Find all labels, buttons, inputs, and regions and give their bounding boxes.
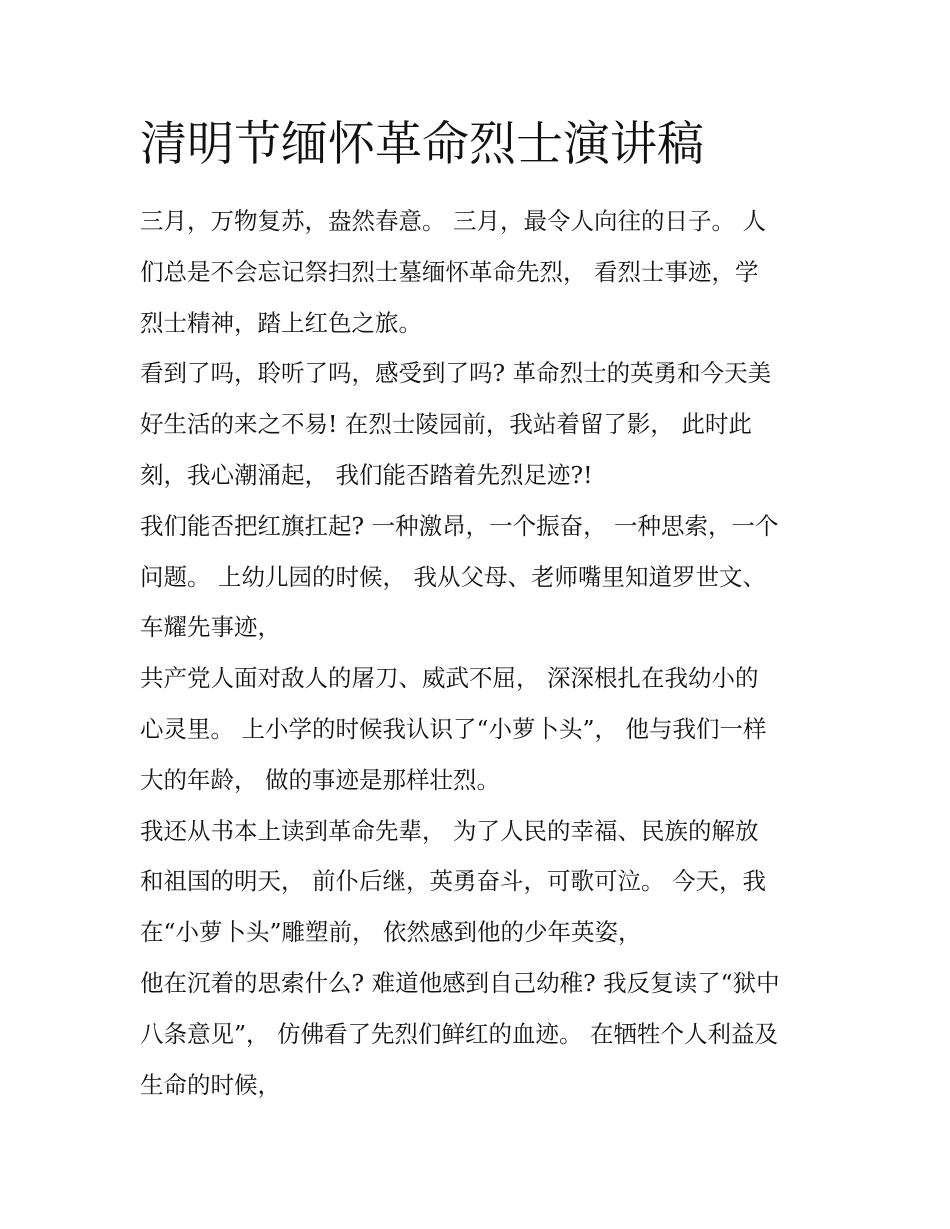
paragraph-6 — [140, 958, 830, 1110]
text-line: 问题。 上幼儿园的时候， 我从父母、老师嘴里知道罗世文、 — [140, 562, 766, 591]
text-line: 我还从书本上读到革命先辈， 为了人民的幸福、民族的解放 — [140, 816, 759, 845]
text-line: 共产党人面对敌人的屠刀、威武不屈， 深深根扎在我幼小的 — [140, 664, 759, 693]
document-title: 清明节缅怀革命烈士演讲稿 — [140, 117, 704, 172]
text-line: 我们能否把红旗扛起? 一种激昂，一个振奋， 一种思索，一个 — [140, 511, 779, 540]
text-line: 烈士精神，踏上红色之旅。 — [140, 308, 422, 337]
paragraph-3 — [140, 501, 830, 653]
paragraph-5 — [140, 806, 830, 958]
text-line: 们总是不会忘记祭扫烈士墓缅怀革命先烈， 看烈士事迹，学 — [140, 257, 759, 286]
text-line: 他在沉着的思索什么? 难道他感到自己幼稚? 我反复读了“狱中 — [140, 968, 780, 997]
paragraph-4 — [140, 653, 830, 805]
paragraph-1 — [140, 196, 830, 348]
text-line: 刻，我心潮涌起， 我们能否踏着先烈足迹?! — [140, 460, 593, 489]
text-line: 车耀先事迹， — [140, 613, 281, 642]
text-line: 八条意见”， 仿佛看了先烈们鲜红的血迹。 在牺牲个人利益及 — [140, 1019, 778, 1048]
text-line: 好生活的来之不易! 在烈士陵园前，我站着留了影， 此时此 — [140, 410, 752, 439]
text-line: 大的年龄， 做的事迹是那样壮烈。 — [140, 765, 500, 794]
document-body — [140, 196, 830, 1110]
text-line: 心灵里。 上小学的时候我认识了“小萝卜头”， 他与我们一样 — [140, 714, 767, 743]
text-line: 在“小萝卜头”雕塑前， 依然感到他的少年英姿， — [140, 918, 642, 947]
paragraph-2 — [140, 348, 830, 500]
text-line: 和祖国的明天， 前仆后继，英勇奋斗，可歌可泣。 今天，我 — [140, 867, 766, 896]
text-line: 看到了吗，聆听了吗，感受到了吗? 革命烈士的英勇和今天美 — [140, 359, 772, 388]
text-line: 生命的时候， — [140, 1070, 281, 1099]
text-line: 三月，万物复苏，盎然春意。 三月，最令人向往的日子。 人 — [140, 207, 766, 235]
